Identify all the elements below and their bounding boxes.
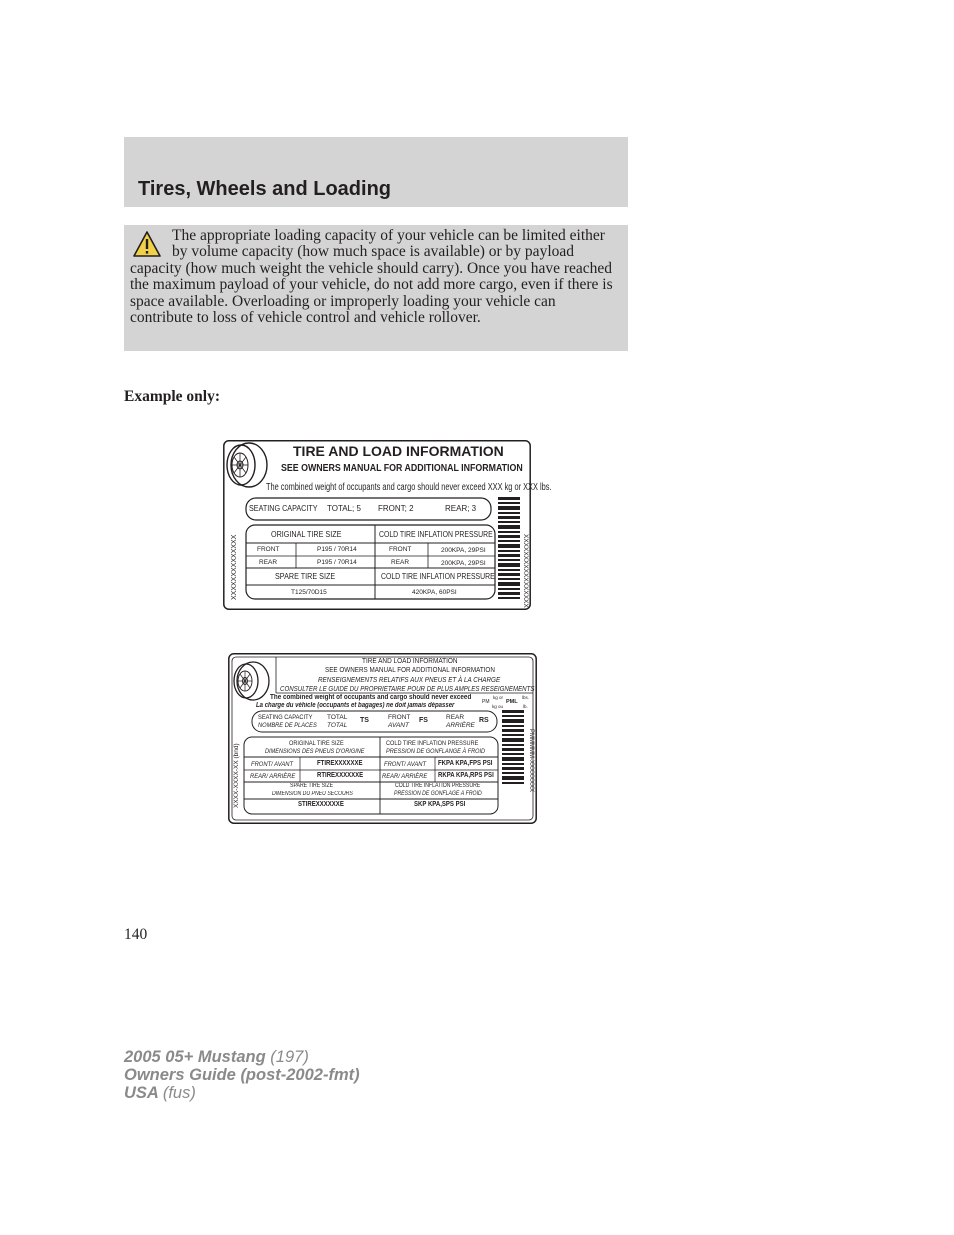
label2-unit-kgou: kg ou <box>492 704 504 709</box>
label2-rear-fr: ARRIÈRE <box>446 722 475 729</box>
label-rear-size: P195 / 70R14 <box>317 559 357 566</box>
label2-orig-size: ORIGINAL TIRE SIZE <box>289 740 344 747</box>
warning-text <box>130 228 618 326</box>
label2-orig-size-fr: DIMENSIONS DES PNEUS D'ORIGINE <box>265 748 365 755</box>
label2-seating: SEATING CAPACITY <box>258 714 313 721</box>
footer-line-3: USA (fus) <box>124 1084 196 1102</box>
label2-right-code: PMMMMM-XXXXXXXX <box>528 729 534 793</box>
label2-pm: PM <box>482 699 490 705</box>
label-right-code: XXXXXXXXXXXXXXXXX <box>522 534 529 608</box>
label2-spare-cold: COLD TIRE INFLATION PRESSURE <box>395 783 481 789</box>
label2-total-fr: TOTAL <box>327 722 348 729</box>
label2-spare-press: SKP KPA,SPS PSI <box>414 801 466 808</box>
tire-load-label-english <box>223 440 552 610</box>
page-title: Tires, Wheels and Loading <box>138 178 392 200</box>
label2-unit-kg: kg or <box>493 695 504 700</box>
label2-combined: The combined weight of occupants and cargo should never exceed <box>270 694 472 701</box>
label-spare-size-header: SPARE TIRE SIZE <box>275 572 336 581</box>
label-rear-press-label: REAR <box>391 559 410 566</box>
label2-cold: COLD TIRE INFLATION PRESSURE <box>386 740 479 747</box>
label2-title-fr: RENSEIGNEMENTS RELATIFS AUX PNEUS ET À LA CHARGE <box>318 675 501 684</box>
label2-subtitle: SEE OWNERS MANUAL FOR ADDITIONAL INFORMATION <box>325 665 495 674</box>
label2-pml: PML <box>506 699 518 705</box>
label2-rear-row: REAR/ ARRIÈRE <box>250 773 296 780</box>
label2-front-row: FRONT/ AVANT <box>251 761 294 768</box>
label2-spare-val: STIREXXXXXXE <box>298 801 344 808</box>
footer-info <box>124 1048 360 1102</box>
label-title: TIRE AND LOAD INFORMATION <box>293 443 504 459</box>
label-front-press: 200KPA, 29PSI <box>441 547 486 554</box>
label2-seating-fr: NOMBRE DE PLACES <box>258 722 317 729</box>
label-cold-pressure-header: COLD TIRE INFLATION PRESSURE <box>379 530 493 539</box>
footer-line-2: Owners Guide (post-2002-fmt) <box>124 1066 360 1084</box>
label2-side-code: XXXX-XXXX-XX (bnd) <box>233 743 240 808</box>
label-rear-press: 200KPA, 29PSI <box>441 560 486 567</box>
label2-spare: SPARE TIRE SIZE <box>290 783 334 789</box>
label-spare-size: T125/70D15 <box>291 589 327 596</box>
label2-rear-press-row: REAR/ ARRIÈRE <box>382 773 428 780</box>
label-seating-rear: REAR; 3 <box>445 504 477 513</box>
label-original-size-header: ORIGINAL TIRE SIZE <box>271 530 342 539</box>
label2-rs: RS <box>479 717 489 724</box>
label2-front: FRONT <box>388 714 411 721</box>
label-front-press-label: FRONT <box>389 546 412 553</box>
label2-subtitle-fr: CONSULTER LE GUIDE DU PROPRIETAIRE POUR DE PLUS AMPLES RESEIGNEMENTS <box>280 684 535 693</box>
label-rear-row: REAR <box>259 559 278 566</box>
label2-front-val: FTIREXXXXXXE <box>317 760 363 767</box>
label2-cold-fr: PRESSION DE GONFLANGE À FROID <box>386 748 486 755</box>
tire-load-label-bilingual <box>228 653 537 824</box>
label2-rear-val: RTIREXXXXXXE <box>317 772 364 779</box>
label2-front-press: FKPA KPA,FPS PSI <box>438 760 493 767</box>
label2-lbs: lbs. <box>522 695 530 700</box>
barcode <box>498 497 520 599</box>
label2-rear-press: RKPA KPA,RPS PSI <box>438 772 494 779</box>
label-spare-press: 420KPA, 60PSI <box>412 589 457 596</box>
label-front-size: P195 / 70R14 <box>317 546 357 553</box>
warning-body: The appropriate loading capacity of your vehicle can be limited either by volume capacity (how much space is available) or by payload capacity (how much weight the vehicle should carry). Once you have reached the maximum payload of your vehicle, do not add more cargo, even if there is space available. Overloading or improperly loading your vehicle can contribute to loss of vehicle control and vehicle rollover. <box>130 227 613 327</box>
label2-spare-fr: DIMENSION DU PNEU SECOURS <box>272 791 353 797</box>
label-seating: SEATING CAPACITY <box>249 504 318 513</box>
label2-combined-fr: La charge du véhicle (occupants et bagages) ne doit jamais dépasser <box>256 702 455 709</box>
label2-spare-cold-fr: PRESSION DE GONFLAGE À FROID <box>394 791 482 797</box>
label-front-row: FRONT <box>257 546 280 553</box>
label2-lb: lb. <box>523 704 528 709</box>
page-number: 140 <box>124 926 148 943</box>
footer-line-1: 2005 05+ Mustang (197) <box>124 1048 309 1066</box>
example-heading: Example only: <box>124 388 221 405</box>
label-seating-front: FRONT; 2 <box>378 504 414 513</box>
label2-fs: FS <box>419 717 428 724</box>
label-seating-total: TOTAL; 5 <box>327 504 361 513</box>
label-combined-weight: The combined weight of occupants and cargo should never exceed XXX kg or XXX lbs. <box>266 482 552 493</box>
label2-front-fr: AVANT <box>388 722 409 729</box>
label2-total: TOTAL <box>327 714 348 721</box>
label-side-code: XXXXXXXXXXXXXX <box>231 534 238 600</box>
label2-title: TIRE AND LOAD INFORMATION <box>362 656 458 665</box>
label-subtitle: SEE OWNERS MANUAL FOR ADDITIONAL INFORMATION <box>281 462 523 474</box>
label-spare-cold-header: COLD TIRE INFLATION PRESSURE <box>381 572 495 581</box>
label2-front-press-row: FRONT/ AVANT <box>384 761 427 768</box>
label2-rear: REAR <box>446 714 465 721</box>
label2-ts: TS <box>360 717 369 724</box>
